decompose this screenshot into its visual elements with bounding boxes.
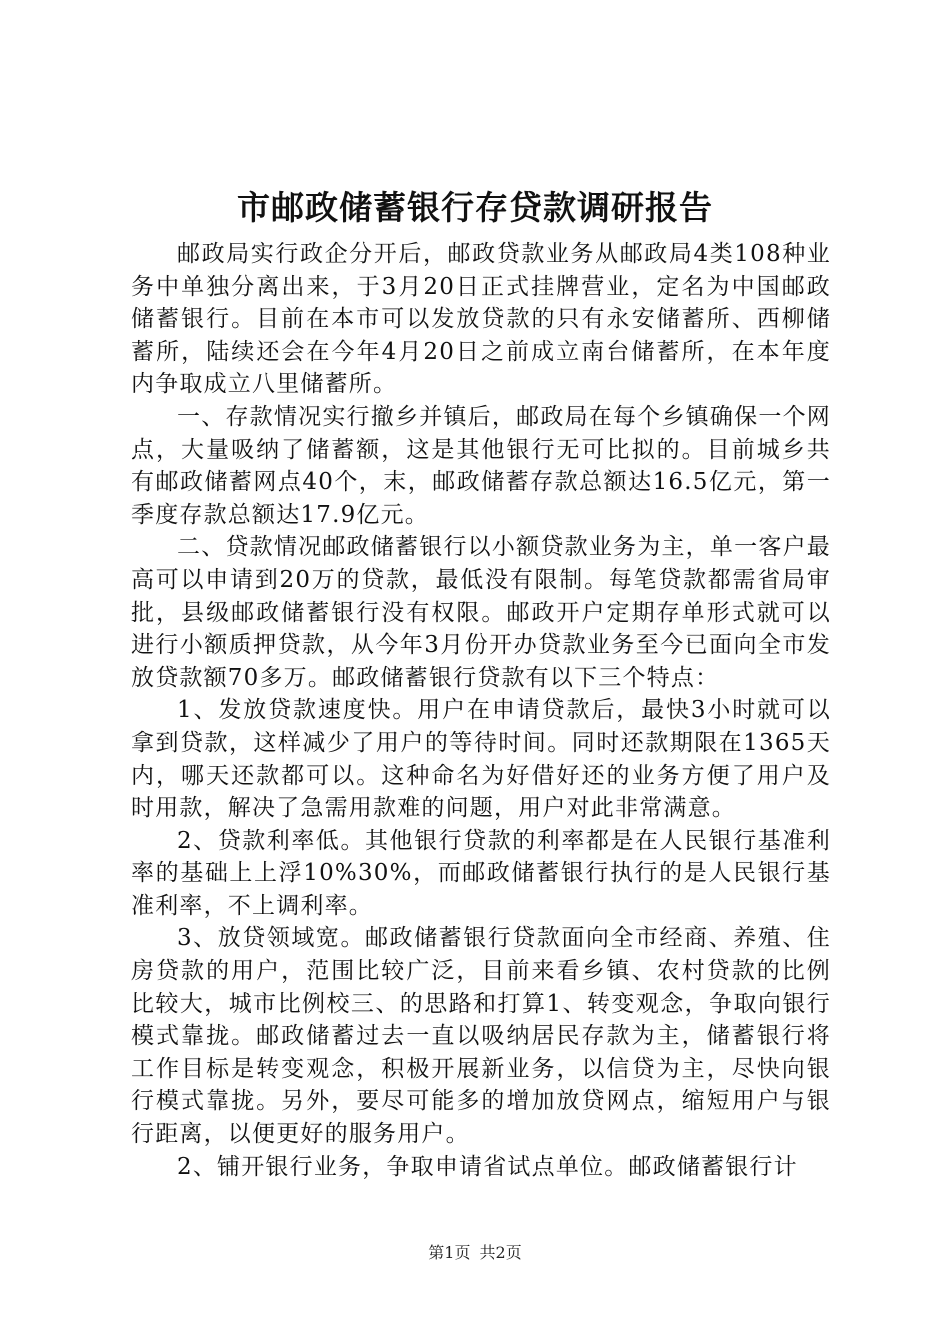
page-number: 第1页 bbox=[428, 1243, 471, 1262]
page-footer bbox=[0, 1242, 950, 1264]
paragraph-feature-1: 1、发放贷款速度快。用户在申请贷款后，最快3小时就可以拿到贷款，这样减少了用户的等待时间。同时还款期限在1365天内，哪天还款都可以。这种命名为好借好还的业务方便了用户及时用款，解决了急需用款难的问题，用户对此非常满意。 bbox=[131, 697, 831, 822]
document-body bbox=[131, 238, 831, 1183]
document-title: 市邮政储蓄银行存贷款调研报告 bbox=[237, 188, 713, 227]
paragraph-feature-3: 3、放贷领域宽。邮政储蓄银行贷款面向全市经商、养殖、住房贷款的用户，范围比较广泛，目前来看乡镇、农村贷款的比例比较大，城市比例校三、的思路和打算1、转变观念，争取向银行模式靠拢。邮政储蓄过去一直以吸纳居民存款为主，储蓄银行将工作目标是转变观念，积极开展新业务，以信贷为主，尽快向银行模式靠拢。另外，要尽可能多的增加放贷网点，缩短用户与银行距离，以便更好的服务用户。 bbox=[131, 925, 831, 1148]
page-total: 共2页 bbox=[479, 1243, 522, 1262]
paragraph-intro: 邮政局实行政企分开后，邮政贷款业务从邮政局4类108种业务中单独分离出来，于3月20日正式挂牌营业，定名为中国邮政储蓄银行。目前在本市可以发放贷款的只有永安储蓄所、西柳储蓄所，陆续还会在今年4月20日之前成立南台储蓄所，在本年度内争取成立八里储蓄所。 bbox=[131, 241, 831, 398]
paragraph-plan-2: 2、铺开银行业务，争取申请省试点单位。邮政储蓄银行计 bbox=[177, 1153, 798, 1180]
paragraph-feature-2: 2、贷款利率低。其他银行贷款的利率都是在人民银行基准利率的基础上上浮10%30%，而邮政储蓄银行执行的是人民银行基准利率，不上调利率。 bbox=[131, 827, 831, 919]
paragraph-loans: 二、贷款情况邮政储蓄银行以小额贷款业务为主，单一客户最高可以申请到20万的贷款，最低没有限制。每笔贷款都需省局审批，县级邮政储蓄银行没有权限。邮政开户定期存单形式就可以进行小额质押贷款，从今年3月份开办贷款业务至今已面向全市发放贷款额70多万。邮政储蓄银行贷款有以下三个特点： bbox=[131, 534, 831, 691]
paragraph-deposits: 一、存款情况实行撤乡并镇后，邮政局在每个乡镇确保一个网点，大量吸纳了储蓄额，这是其他银行无可比拟的。目前城乡共有邮政储蓄网点40个，末，邮政储蓄存款总额达16.5亿元，第一季度存款总额达17.9亿元。 bbox=[131, 403, 831, 528]
